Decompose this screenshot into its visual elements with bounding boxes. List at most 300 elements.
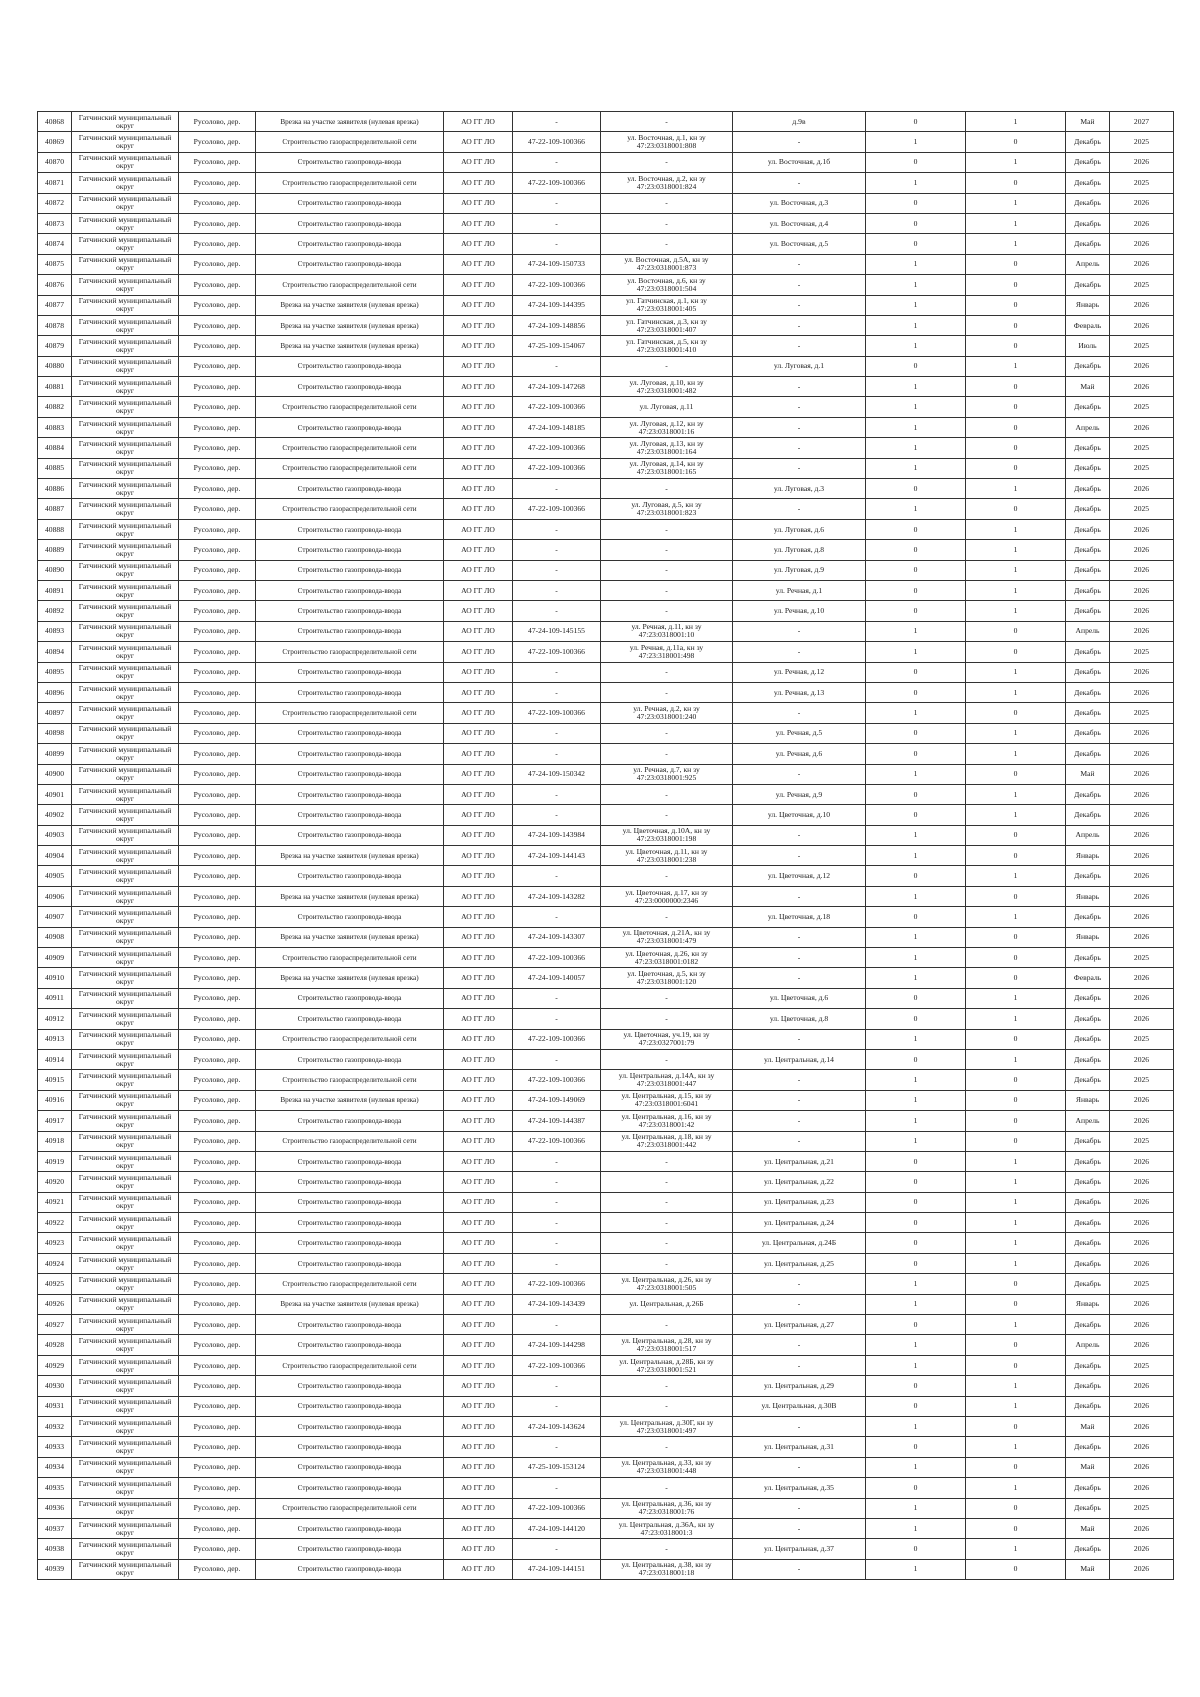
- cell-settlement: Русолово, дер.: [179, 438, 256, 458]
- cell-cadastral-address: -: [601, 479, 733, 499]
- cell-cadastral-address: ул. Центральная, д.36А, кн зу 47:23:0318001:3: [601, 1518, 733, 1538]
- cell-count-b: 1: [966, 540, 1066, 560]
- table-row: [38, 825, 1174, 845]
- cell-cadastral-address: ул. Гатчинская, д.1, кн зу 47:23:0318001:405: [601, 295, 733, 315]
- cell-house-address: ул. Центральная, д.22: [733, 1172, 866, 1192]
- cell-year: 2026: [1110, 560, 1174, 580]
- cell-application-number: 47-25-109-153124: [513, 1457, 601, 1477]
- cell-application-number: -: [513, 213, 601, 233]
- table-row: [38, 948, 1174, 968]
- cell-count-a: 0: [866, 662, 966, 682]
- cell-municipal-district: Гатчинский муниципальный округ: [72, 580, 179, 600]
- cell-month: Декабрь: [1066, 1376, 1110, 1396]
- cell-municipal-district: Гатчинский муниципальный округ: [72, 1457, 179, 1477]
- cell-count-a: 1: [866, 417, 966, 437]
- cell-month: Декабрь: [1066, 519, 1110, 539]
- table-row: [38, 397, 1174, 417]
- cell-application-number: 47-24-109-148185: [513, 417, 601, 437]
- cell-work-type: Врезка на участке заявителя (нулевая врезка): [256, 112, 444, 132]
- cell-municipal-district: Гатчинский муниципальный округ: [72, 397, 179, 417]
- cell-count-a: 1: [866, 1559, 966, 1579]
- cell-work-type: Строительство газораспределительной сети: [256, 1070, 444, 1090]
- cell-organization: АО ГГ ЛО: [444, 1151, 513, 1171]
- cell-organization: АО ГГ ЛО: [444, 193, 513, 213]
- cell-application-number: 47-24-109-144120: [513, 1518, 601, 1538]
- cell-month: Декабрь: [1066, 356, 1110, 376]
- cell-settlement: Русолово, дер.: [179, 580, 256, 600]
- cell-year: 2026: [1110, 1559, 1174, 1579]
- cell-row-number: 40935: [38, 1478, 72, 1498]
- cell-count-a: 1: [866, 1111, 966, 1131]
- cell-work-type: Строительство газопровода-ввода: [256, 152, 444, 172]
- cell-application-number: -: [513, 519, 601, 539]
- cell-application-number: -: [513, 1213, 601, 1233]
- cell-house-address: ул. Речная, д.10: [733, 601, 866, 621]
- cell-count-a: 0: [866, 213, 966, 233]
- cell-month: Декабрь: [1066, 1009, 1110, 1029]
- table-row: [38, 1009, 1174, 1029]
- cell-house-address: ул. Речная, д.1: [733, 580, 866, 600]
- cell-row-number: 40903: [38, 825, 72, 845]
- cell-work-type: Врезка на участке заявителя (нулевая врезка): [256, 315, 444, 335]
- cell-organization: АО ГГ ЛО: [444, 213, 513, 233]
- cell-count-a: 0: [866, 866, 966, 886]
- cell-month: Май: [1066, 764, 1110, 784]
- cell-settlement: Русолово, дер.: [179, 907, 256, 927]
- table-row: [38, 173, 1174, 193]
- cell-count-a: 1: [866, 1355, 966, 1375]
- cell-count-a: 1: [866, 254, 966, 274]
- cell-municipal-district: Гатчинский муниципальный округ: [72, 907, 179, 927]
- table-row: [38, 315, 1174, 335]
- cell-month: Апрель: [1066, 417, 1110, 437]
- table-row: [38, 1233, 1174, 1253]
- table-row: [38, 499, 1174, 519]
- cell-month: Май: [1066, 1518, 1110, 1538]
- cell-count-b: 1: [966, 866, 1066, 886]
- cell-settlement: Русолово, дер.: [179, 1335, 256, 1355]
- cell-application-number: 47-24-109-140057: [513, 968, 601, 988]
- cell-year: 2026: [1110, 866, 1174, 886]
- cell-count-a: 0: [866, 152, 966, 172]
- cell-count-a: 0: [866, 193, 966, 213]
- cell-month: Апрель: [1066, 1335, 1110, 1355]
- cell-work-type: Строительство газораспределительной сети: [256, 1355, 444, 1375]
- cell-month: Декабрь: [1066, 1049, 1110, 1069]
- cell-house-address: -: [733, 703, 866, 723]
- cell-cadastral-address: -: [601, 519, 733, 539]
- table-row: [38, 1294, 1174, 1314]
- cell-count-a: 0: [866, 1315, 966, 1335]
- cell-house-address: ул. Речная, д.9: [733, 784, 866, 804]
- cell-year: 2026: [1110, 1335, 1174, 1355]
- cell-settlement: Русолово, дер.: [179, 1539, 256, 1559]
- cell-settlement: Русолово, дер.: [179, 560, 256, 580]
- cell-municipal-district: Гатчинский муниципальный округ: [72, 1049, 179, 1069]
- cell-cadastral-address: -: [601, 744, 733, 764]
- cell-month: Декабрь: [1066, 275, 1110, 295]
- cell-work-type: Строительство газопровода-ввода: [256, 1457, 444, 1477]
- cell-work-type: Строительство газопровода-ввода: [256, 662, 444, 682]
- cell-house-address: -: [733, 1498, 866, 1518]
- cell-month: Декабрь: [1066, 1131, 1110, 1151]
- cell-month: Декабрь: [1066, 866, 1110, 886]
- cell-application-number: 47-22-109-100366: [513, 275, 601, 295]
- table-row: [38, 907, 1174, 927]
- cell-settlement: Русолово, дер.: [179, 1111, 256, 1131]
- table-row: [38, 1498, 1174, 1518]
- cell-municipal-district: Гатчинский муниципальный округ: [72, 275, 179, 295]
- cell-organization: АО ГГ ЛО: [444, 1457, 513, 1477]
- cell-house-address: -: [733, 927, 866, 947]
- cell-year: 2026: [1110, 1253, 1174, 1273]
- cell-house-address: -: [733, 1274, 866, 1294]
- cell-cadastral-address: -: [601, 356, 733, 376]
- cell-row-number: 40926: [38, 1294, 72, 1314]
- cell-row-number: 40876: [38, 275, 72, 295]
- cell-municipal-district: Гатчинский муниципальный округ: [72, 519, 179, 539]
- cell-count-b: 0: [966, 886, 1066, 906]
- cell-row-number: 40928: [38, 1335, 72, 1355]
- cell-settlement: Русолово, дер.: [179, 1498, 256, 1518]
- cell-organization: АО ГГ ЛО: [444, 1111, 513, 1131]
- cell-application-number: -: [513, 1049, 601, 1069]
- cell-settlement: Русолово, дер.: [179, 275, 256, 295]
- cell-cadastral-address: -: [601, 805, 733, 825]
- cell-municipal-district: Гатчинский муниципальный округ: [72, 723, 179, 743]
- cell-row-number: 40873: [38, 213, 72, 233]
- cell-work-type: Строительство газораспределительной сети: [256, 275, 444, 295]
- cell-count-b: 1: [966, 193, 1066, 213]
- cell-application-number: -: [513, 580, 601, 600]
- cell-count-a: 0: [866, 1049, 966, 1069]
- cell-count-a: 0: [866, 540, 966, 560]
- cell-work-type: Строительство газопровода-ввода: [256, 1376, 444, 1396]
- cell-year: 2025: [1110, 275, 1174, 295]
- cell-house-address: -: [733, 1457, 866, 1477]
- cell-municipal-district: Гатчинский муниципальный округ: [72, 1335, 179, 1355]
- cell-application-number: 47-24-109-144151: [513, 1559, 601, 1579]
- cell-year: 2026: [1110, 1518, 1174, 1538]
- cell-count-b: 0: [966, 173, 1066, 193]
- cell-row-number: 40885: [38, 458, 72, 478]
- cell-settlement: Русолово, дер.: [179, 1192, 256, 1212]
- table-row: [38, 1192, 1174, 1212]
- cell-house-address: -: [733, 417, 866, 437]
- cell-count-b: 1: [966, 662, 1066, 682]
- cell-application-number: 47-25-109-154067: [513, 336, 601, 356]
- cell-count-b: 0: [966, 295, 1066, 315]
- cell-month: Декабрь: [1066, 458, 1110, 478]
- cell-application-number: 47-22-109-100366: [513, 173, 601, 193]
- cell-work-type: Строительство газопровода-ввода: [256, 744, 444, 764]
- cell-work-type: Строительство газопровода-ввода: [256, 601, 444, 621]
- cell-count-a: 0: [866, 601, 966, 621]
- cell-work-type: Строительство газопровода-ввода: [256, 519, 444, 539]
- cell-settlement: Русолово, дер.: [179, 377, 256, 397]
- cell-municipal-district: Гатчинский муниципальный округ: [72, 377, 179, 397]
- cell-settlement: Русолово, дер.: [179, 1070, 256, 1090]
- cell-count-b: 0: [966, 1090, 1066, 1110]
- cell-year: 2025: [1110, 336, 1174, 356]
- cell-organization: АО ГГ ЛО: [444, 152, 513, 172]
- cell-application-number: -: [513, 112, 601, 132]
- cell-application-number: -: [513, 1233, 601, 1253]
- cell-municipal-district: Гатчинский муниципальный округ: [72, 1559, 179, 1579]
- cell-settlement: Русолово, дер.: [179, 315, 256, 335]
- cell-municipal-district: Гатчинский муниципальный округ: [72, 764, 179, 784]
- cell-month: Декабрь: [1066, 907, 1110, 927]
- cell-year: 2026: [1110, 519, 1174, 539]
- cell-municipal-district: Гатчинский муниципальный округ: [72, 1274, 179, 1294]
- cell-house-address: -: [733, 1294, 866, 1314]
- cell-cadastral-address: ул. Центральная, д.14А, кн зу 47:23:0318001:447: [601, 1070, 733, 1090]
- cell-count-a: 0: [866, 234, 966, 254]
- table-row: [38, 234, 1174, 254]
- cell-year: 2026: [1110, 805, 1174, 825]
- cell-work-type: Врезка на участке заявителя (нулевая врезка): [256, 1294, 444, 1314]
- cell-count-a: 1: [866, 1070, 966, 1090]
- cell-count-a: 0: [866, 723, 966, 743]
- cell-row-number: 40930: [38, 1376, 72, 1396]
- cell-row-number: 40918: [38, 1131, 72, 1151]
- cell-work-type: Строительство газопровода-ввода: [256, 213, 444, 233]
- cell-count-b: 1: [966, 682, 1066, 702]
- cell-count-b: 1: [966, 234, 1066, 254]
- cell-count-a: 0: [866, 1376, 966, 1396]
- table-row: [38, 458, 1174, 478]
- cell-row-number: 40920: [38, 1172, 72, 1192]
- cell-settlement: Русолово, дер.: [179, 784, 256, 804]
- cell-house-address: -: [733, 132, 866, 152]
- cell-settlement: Русолово, дер.: [179, 1457, 256, 1477]
- cell-municipal-district: Гатчинский муниципальный округ: [72, 438, 179, 458]
- cell-organization: АО ГГ ЛО: [444, 1253, 513, 1273]
- cell-row-number: 40870: [38, 152, 72, 172]
- table-row: [38, 213, 1174, 233]
- cell-count-b: 1: [966, 988, 1066, 1008]
- cell-work-type: Строительство газопровода-ввода: [256, 682, 444, 702]
- cell-organization: АО ГГ ЛО: [444, 499, 513, 519]
- cell-house-address: -: [733, 948, 866, 968]
- table-row: [38, 784, 1174, 804]
- table-row: [38, 968, 1174, 988]
- cell-application-number: 47-22-109-100366: [513, 1355, 601, 1375]
- cell-count-a: 0: [866, 519, 966, 539]
- cell-count-b: 0: [966, 1518, 1066, 1538]
- cell-month: Декабрь: [1066, 1192, 1110, 1212]
- cell-count-a: 0: [866, 1437, 966, 1457]
- cell-cadastral-address: -: [601, 723, 733, 743]
- cell-organization: АО ГГ ЛО: [444, 642, 513, 662]
- cell-year: 2026: [1110, 540, 1174, 560]
- cell-organization: АО ГГ ЛО: [444, 601, 513, 621]
- cell-work-type: Строительство газопровода-ввода: [256, 1539, 444, 1559]
- cell-work-type: Врезка на участке заявителя (нулевая врезка): [256, 927, 444, 947]
- cell-year: 2026: [1110, 356, 1174, 376]
- cell-organization: АО ГГ ЛО: [444, 173, 513, 193]
- table-row: [38, 377, 1174, 397]
- cell-application-number: -: [513, 1376, 601, 1396]
- cell-house-address: -: [733, 1518, 866, 1538]
- cell-month: Декабрь: [1066, 682, 1110, 702]
- cell-month: Декабрь: [1066, 601, 1110, 621]
- cell-work-type: Врезка на участке заявителя (нулевая врезка): [256, 968, 444, 988]
- cell-work-type: Строительство газопровода-ввода: [256, 764, 444, 784]
- cell-application-number: 47-24-109-143984: [513, 825, 601, 845]
- cell-year: 2025: [1110, 642, 1174, 662]
- cell-work-type: Строительство газопровода-ввода: [256, 1396, 444, 1416]
- cell-count-a: 1: [866, 173, 966, 193]
- cell-count-a: 1: [866, 886, 966, 906]
- table-row: [38, 1213, 1174, 1233]
- cell-row-number: 40916: [38, 1090, 72, 1110]
- cell-municipal-district: Гатчинский муниципальный округ: [72, 1151, 179, 1171]
- cell-cadastral-address: -: [601, 601, 733, 621]
- cell-year: 2026: [1110, 988, 1174, 1008]
- cell-organization: АО ГГ ЛО: [444, 458, 513, 478]
- cell-organization: АО ГГ ЛО: [444, 886, 513, 906]
- cell-application-number: 47-22-109-100366: [513, 438, 601, 458]
- cell-row-number: 40889: [38, 540, 72, 560]
- cell-municipal-district: Гатчинский муниципальный округ: [72, 1498, 179, 1518]
- cell-cadastral-address: -: [601, 1213, 733, 1233]
- cell-municipal-district: Гатчинский муниципальный округ: [72, 866, 179, 886]
- cell-cadastral-address: ул. Луговая, д.5, кн зу 47:23:0318001:823: [601, 499, 733, 519]
- cell-month: Январь: [1066, 295, 1110, 315]
- cell-count-b: 0: [966, 458, 1066, 478]
- cell-month: Декабрь: [1066, 784, 1110, 804]
- cell-cadastral-address: ул. Речная, д.2, кн зу 47:23:0318001:240: [601, 703, 733, 723]
- cell-application-number: -: [513, 907, 601, 927]
- cell-cadastral-address: ул. Восточная, д.5А, кн зу 47:23:0318001:873: [601, 254, 733, 274]
- cell-count-b: 1: [966, 152, 1066, 172]
- cell-row-number: 40933: [38, 1437, 72, 1457]
- cell-application-number: -: [513, 988, 601, 1008]
- cell-organization: АО ГГ ЛО: [444, 234, 513, 254]
- cell-work-type: Строительство газопровода-ввода: [256, 1213, 444, 1233]
- cell-organization: АО ГГ ЛО: [444, 560, 513, 580]
- cell-house-address: ул. Центральная, д.23: [733, 1192, 866, 1212]
- cell-row-number: 40894: [38, 642, 72, 662]
- cell-house-address: ул. Луговая, д.8: [733, 540, 866, 560]
- cell-row-number: 40913: [38, 1029, 72, 1049]
- cell-count-a: 0: [866, 1233, 966, 1253]
- cell-municipal-district: Гатчинский муниципальный округ: [72, 234, 179, 254]
- cell-count-b: 0: [966, 1274, 1066, 1294]
- cell-count-a: 1: [866, 397, 966, 417]
- cell-row-number: 40874: [38, 234, 72, 254]
- cell-organization: АО ГГ ЛО: [444, 723, 513, 743]
- cell-month: Декабрь: [1066, 1437, 1110, 1457]
- cell-organization: АО ГГ ЛО: [444, 1131, 513, 1151]
- cell-organization: АО ГГ ЛО: [444, 662, 513, 682]
- table-row: [38, 1396, 1174, 1416]
- cell-count-b: 1: [966, 1396, 1066, 1416]
- table-row: [38, 336, 1174, 356]
- cell-row-number: 40922: [38, 1213, 72, 1233]
- cell-application-number: -: [513, 1539, 601, 1559]
- cell-count-b: 0: [966, 642, 1066, 662]
- cell-organization: АО ГГ ЛО: [444, 907, 513, 927]
- cell-cadastral-address: -: [601, 1172, 733, 1192]
- cell-house-address: ул. Цветочная, д.12: [733, 866, 866, 886]
- cell-house-address: ул. Центральная, д.27: [733, 1315, 866, 1335]
- cell-application-number: 47-22-109-100366: [513, 1498, 601, 1518]
- cell-row-number: 40897: [38, 703, 72, 723]
- cell-row-number: 40879: [38, 336, 72, 356]
- cell-cadastral-address: ул. Цветочная, д.17, кн зу 47:23:0000000:2346: [601, 886, 733, 906]
- cell-count-a: 0: [866, 805, 966, 825]
- cell-application-number: 47-24-109-150342: [513, 764, 601, 784]
- cell-house-address: -: [733, 1029, 866, 1049]
- cell-house-address: ул. Центральная, д.35: [733, 1478, 866, 1498]
- cell-municipal-district: Гатчинский муниципальный округ: [72, 948, 179, 968]
- cell-cadastral-address: -: [601, 1539, 733, 1559]
- cell-house-address: -: [733, 438, 866, 458]
- cell-house-address: -: [733, 336, 866, 356]
- table-row: [38, 438, 1174, 458]
- cell-municipal-district: Гатчинский муниципальный округ: [72, 846, 179, 866]
- cell-cadastral-address: -: [601, 560, 733, 580]
- cell-work-type: Строительство газораспределительной сети: [256, 397, 444, 417]
- table-row: [38, 152, 1174, 172]
- cell-cadastral-address: -: [601, 193, 733, 213]
- cell-municipal-district: Гатчинский муниципальный округ: [72, 1192, 179, 1212]
- cell-organization: АО ГГ ЛО: [444, 1355, 513, 1375]
- cell-count-b: 0: [966, 1355, 1066, 1375]
- table-row: [38, 642, 1174, 662]
- cell-year: 2026: [1110, 254, 1174, 274]
- table-row: [38, 275, 1174, 295]
- cell-month: Декабрь: [1066, 642, 1110, 662]
- cell-month: Декабрь: [1066, 1478, 1110, 1498]
- cell-house-address: ул. Речная, д.13: [733, 682, 866, 702]
- cell-work-type: Строительство газораспределительной сети: [256, 458, 444, 478]
- cell-house-address: ул. Центральная, д.24Б: [733, 1233, 866, 1253]
- cell-settlement: Русолово, дер.: [179, 499, 256, 519]
- cell-organization: АО ГГ ЛО: [444, 1009, 513, 1029]
- table-row: [38, 193, 1174, 213]
- cell-month: Февраль: [1066, 315, 1110, 335]
- cell-organization: АО ГГ ЛО: [444, 703, 513, 723]
- cell-year: 2025: [1110, 1355, 1174, 1375]
- cell-organization: АО ГГ ЛО: [444, 132, 513, 152]
- cell-count-b: 1: [966, 1192, 1066, 1212]
- cell-month: Декабрь: [1066, 173, 1110, 193]
- table-row: [38, 1417, 1174, 1437]
- table-row: [38, 560, 1174, 580]
- cell-application-number: 47-24-109-145155: [513, 621, 601, 641]
- cell-month: Декабрь: [1066, 1070, 1110, 1090]
- cell-house-address: -: [733, 1131, 866, 1151]
- cell-application-number: 47-24-109-143624: [513, 1417, 601, 1437]
- cell-count-b: 1: [966, 213, 1066, 233]
- cell-cadastral-address: ул. Центральная, д.28, кн зу 47:23:0318001:517: [601, 1335, 733, 1355]
- cell-count-b: 0: [966, 1070, 1066, 1090]
- cell-settlement: Русолово, дер.: [179, 1315, 256, 1335]
- cell-application-number: -: [513, 784, 601, 804]
- cell-house-address: ул. Луговая, д.1: [733, 356, 866, 376]
- cell-count-b: 0: [966, 1498, 1066, 1518]
- table-row: [38, 1559, 1174, 1579]
- cell-year: 2026: [1110, 621, 1174, 641]
- cell-work-type: Строительство газопровода-ввода: [256, 1335, 444, 1355]
- cell-organization: АО ГГ ЛО: [444, 866, 513, 886]
- table-row: [38, 805, 1174, 825]
- cell-row-number: 40868: [38, 112, 72, 132]
- cell-count-b: 1: [966, 1253, 1066, 1273]
